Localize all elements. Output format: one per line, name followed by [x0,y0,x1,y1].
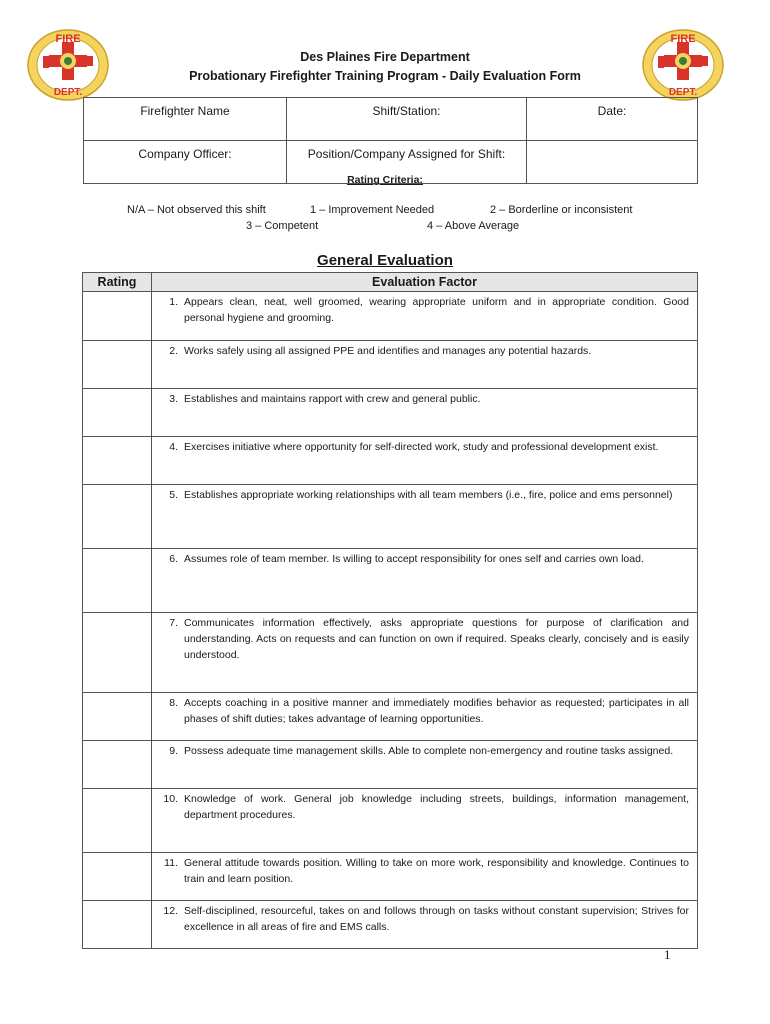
date-field[interactable] [527,98,698,141]
firefighter-name-label: Firefighter Name [140,104,230,118]
criteria-na: N/A – Not observed this shift [127,204,266,216]
form-title: Probationary Firefighter Training Program - Daily Evaluation Form [189,69,581,83]
item-number: 5. [169,489,178,501]
criteria-4: 4 – Above Average [427,220,520,232]
item-number: 9. [169,745,178,757]
rating-cell[interactable] [83,901,152,949]
rating-cell[interactable] [83,693,152,741]
item-text: Accepts coaching in a positive manner and immediately modifies behavior as requested; participates in all phases of shift duties; takes advantage of learning opportunities. [184,697,689,725]
item-text: Self-disciplined, resourceful, takes on and follows through on tasks without constant supervision; Strives for excellence in all areas of fire and EMS calls. [184,905,689,933]
table-row [83,389,698,437]
table-row [83,741,698,789]
factor-cell [152,741,698,789]
rating-cell[interactable] [83,789,152,853]
rating-cell[interactable] [83,549,152,613]
factor-cell [152,485,698,549]
table-row [83,437,698,485]
table-row [83,292,698,341]
date-label: Date: [597,104,627,118]
item-text: Works safely using all assigned PPE and identifies and manages any potential hazards. [184,345,592,357]
page-number: 1 [664,947,671,962]
table-row [83,485,698,549]
factor-cell [152,613,698,693]
rating-cell[interactable] [83,389,152,437]
item-number: 3. [169,393,178,405]
criteria-2: 2 – Borderline or inconsistent [490,204,633,216]
badge-bottom-text: DEPT. [53,87,83,98]
table-row [83,549,698,613]
item-text: Possess adequate time management skills. Able to complete non-emergency and routine tasks assigned. [184,745,674,757]
badge-bottom-text: DEPT. [668,87,698,98]
factor-column-header: Evaluation Factor [152,273,698,292]
rating-cell[interactable] [83,437,152,485]
factor-cell [152,693,698,741]
criteria-3: 3 – Competent [246,220,319,232]
rating-cell[interactable] [83,853,152,901]
rating-cell[interactable] [83,613,152,693]
item-text: Knowledge of work. General job knowledge including streets, buildings, information management, department procedures. [184,793,689,821]
position-company-label: Position/Company Assigned for Shift: [307,147,506,161]
item-text: Communicates information effectively, asks appropriate questions for purpose of clarification and understanding. Acts on requests and can function on own if required. Speaks clearly, concisely and is easily understood. [184,617,689,661]
item-number: 8. [169,697,178,709]
table-row [83,853,698,901]
table-row [83,901,698,949]
company-officer-label: Company Officer: [138,147,232,161]
item-text: Appears clean, neat, well groomed, wearing appropriate uniform and in appropriate condition. Good personal hygiene and grooming. [184,296,689,324]
item-text: General attitude towards position. Willing to take on more work, responsibility and knowledge. Continues to train and learn position. [184,857,689,885]
fire-department-badge-left [25,28,111,102]
factor-cell [152,901,698,949]
firefighter-name-field[interactable] [84,98,287,141]
item-number: 10. [163,793,178,805]
badge-top-text: FIRE [670,33,696,45]
factor-cell [152,549,698,613]
general-evaluation-title: General Evaluation [317,252,453,269]
rating-cell[interactable] [83,485,152,549]
rating-cell[interactable] [83,292,152,341]
table-row [83,613,698,693]
table-row [83,693,698,741]
rating-cell[interactable] [83,341,152,389]
factor-cell [152,437,698,485]
table-row [83,341,698,389]
item-text: Exercises initiative where opportunity for self-directed work, study and professional development exist. [184,441,659,453]
factor-cell [152,341,698,389]
item-number: 11. [164,857,178,869]
item-number: 2. [169,345,178,357]
shift-station-field[interactable] [287,98,527,141]
item-text: Assumes role of team member. Is willing to accept responsibility for ones self and carries own load. [184,553,644,565]
item-text: Establishes appropriate working relationships with all team members (i.e., fire, police and ems personnel) [184,489,673,501]
rating-criteria-title: Rating Criteria: [347,174,423,186]
factor-cell [152,789,698,853]
rating-column-header: Rating [83,273,152,292]
factor-cell [152,389,698,437]
factor-cell [152,853,698,901]
item-number: 12. [163,905,178,917]
firefighter-info-table [83,97,698,184]
item-number: 6. [169,553,178,565]
badge-top-text: FIRE [55,33,81,45]
criteria-1: 1 – Improvement Needed [310,204,435,216]
item-number: 7. [169,617,178,629]
shift-station-label: Shift/Station: [372,104,441,118]
table-row [83,789,698,853]
organization-title: Des Plaines Fire Department [300,50,470,64]
fire-department-badge-right [640,28,726,102]
factor-cell [152,292,698,341]
evaluation-table [82,272,698,949]
item-text: Establishes and maintains rapport with crew and general public. [184,393,481,405]
item-number: 4. [169,441,178,453]
rating-cell[interactable] [83,741,152,789]
item-number: 1. [169,296,178,308]
